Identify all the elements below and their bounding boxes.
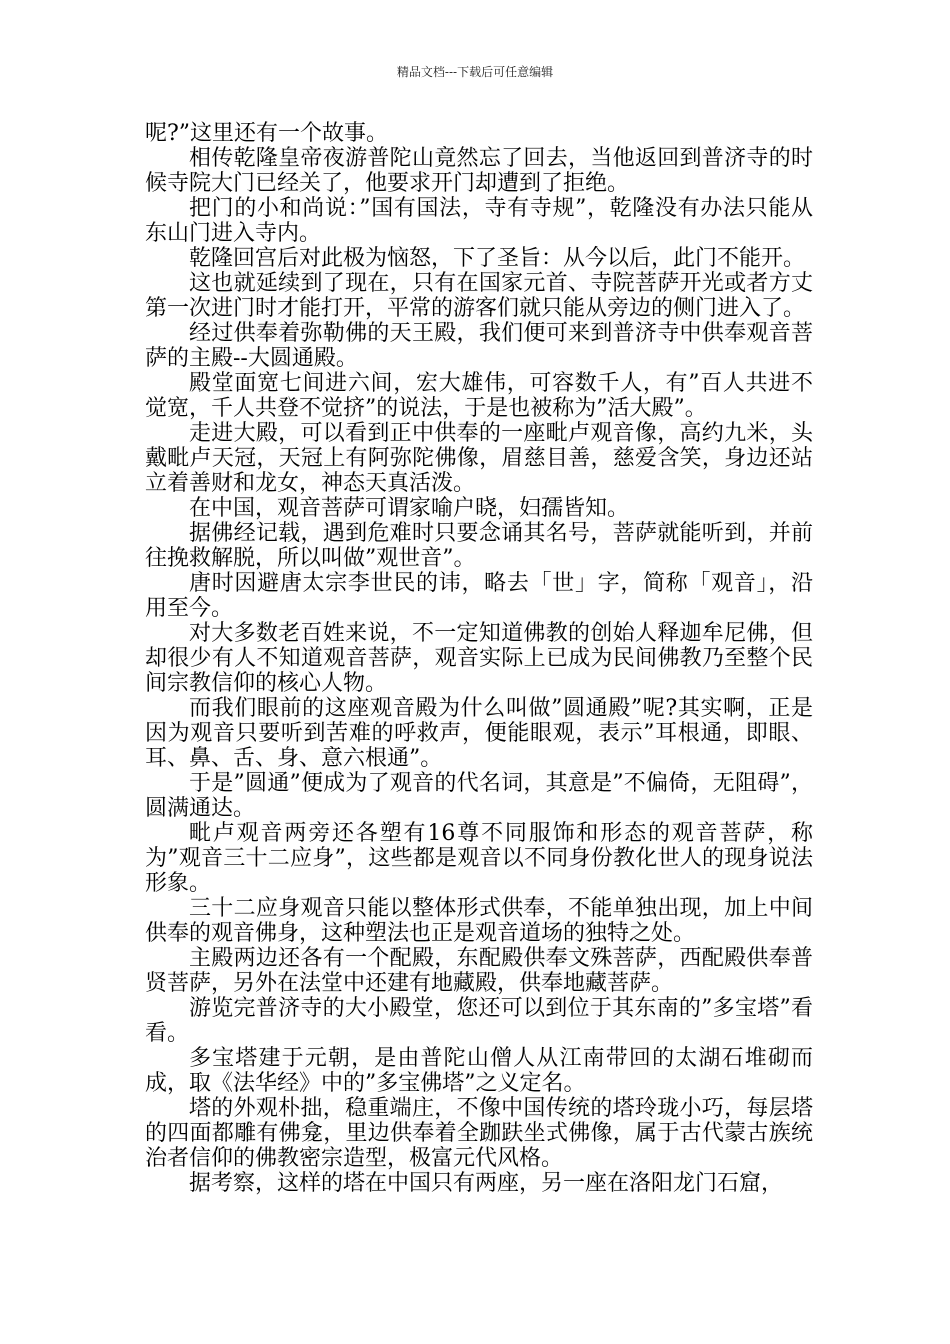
paragraph: 据佛经记载，遇到危难时只要念诵其名号，菩萨就能听到，并前往挽救解脱，所以叫做”观世音”。 bbox=[145, 521, 813, 571]
paragraph: 呢?”这里还有一个故事。 bbox=[145, 121, 389, 146]
paragraph: 对大多数老百姓来说，不一定知道佛教的创始人释迦牟尼佛，但却很少有人不知道观音菩萨，观音实际上已成为民间佛教乃至整个民间宗教信仰的核心人物。 bbox=[145, 621, 813, 696]
paragraph: 经过供奉着弥勒佛的天王殿，我们便可来到普济寺中供奉观音菩萨的主殿--大圆通殿。 bbox=[145, 321, 813, 371]
paragraph: 毗卢观音两旁还各塑有16尊不同服饰和形态的观音菩萨，称为”观音三十二应身”，这些都是观音以不同身份教化世人的现身说法形象。 bbox=[145, 821, 813, 896]
paragraph: 据考察，这样的塔在中国只有两座，另一座在洛阳龙门石窟， bbox=[189, 1171, 784, 1196]
document-body bbox=[145, 121, 813, 1196]
paragraph: 这也就延续到了现在，只有在国家元首、寺院菩萨开光或者方丈第一次进门时才能打开，平常的游客们就只能从旁边的侧门进入了。 bbox=[145, 271, 813, 321]
paragraph: 三十二应身观音只能以整体形式供奉，不能单独出现，加上中间供奉的观音佛身，这种塑法也正是观音道场的独特之处。 bbox=[145, 896, 813, 946]
paragraph: 游览完普济寺的大小殿堂，您还可以到位于其东南的”多宝塔”看看。 bbox=[145, 996, 813, 1046]
paragraph: 殿堂面宽七间进六间，宏大雄伟，可容数千人，有”百人共进不觉宽，千人共登不觉挤”的说法，于是也被称为”活大殿”。 bbox=[145, 371, 813, 421]
paragraph: 乾隆回宫后对此极为恼怒，下了圣旨：从今以后，此门不能开。 bbox=[189, 246, 806, 271]
paragraph: 主殿两边还各有一个配殿，东配殿供奉文殊菩萨，西配殿供奉普贤菩萨，另外在法堂中还建有地藏殿，供奉地藏菩萨。 bbox=[145, 946, 813, 996]
paragraph: 把门的小和尚说：”国有国法，寺有寺规”，乾隆没有办法只能从东山门进入寺内。 bbox=[145, 196, 813, 246]
paragraph: 于是”圆通”便成为了观音的代名词，其意是”不偏倚，无阻碍”，圆满通达。 bbox=[145, 771, 813, 821]
paragraph: 多宝塔建于元朝，是由普陀山僧人从江南带回的太湖石堆砌而成，取《法华经》中的”多宝佛塔”之义定名。 bbox=[145, 1046, 813, 1096]
paragraph: 在中国，观音菩萨可谓家喻户晓，妇孺皆知。 bbox=[189, 496, 630, 521]
paragraph: 唐时因避唐太宗李世民的讳，略去「世」字，简称「观音」，沿用至今。 bbox=[145, 571, 813, 621]
page-header: 精品文档---下载后可任意编辑 bbox=[396, 65, 554, 79]
paragraph: 而我们眼前的这座观音殿为什么叫做”圆通殿”呢?其实啊，正是因为观音只要听到苦难的呼救声，便能眼观，表示”耳根通，即眼、耳、鼻、舌、身、意六根通”。 bbox=[145, 696, 813, 771]
paragraph: 走进大殿，可以看到正中供奉的一座毗卢观音像，高约九米，头戴毗卢天冠，天冠上有阿弥陀佛像，眉慈目善，慈爱含笑，身边还站立着善财和龙女，神态天真活泼。 bbox=[145, 421, 813, 496]
paragraph: 塔的外观朴拙，稳重端庄，不像中国传统的塔玲珑小巧，每层塔的四面都雕有佛龛，里边供奉着全跏趺坐式佛像，属于古代蒙古族统治者信仰的佛教密宗造型，极富元代风格。 bbox=[145, 1096, 813, 1171]
paragraph: 相传乾隆皇帝夜游普陀山竟然忘了回去，当他返回到普济寺的时候寺院大门已经关了，他要求开门却遭到了拒绝。 bbox=[145, 146, 813, 196]
